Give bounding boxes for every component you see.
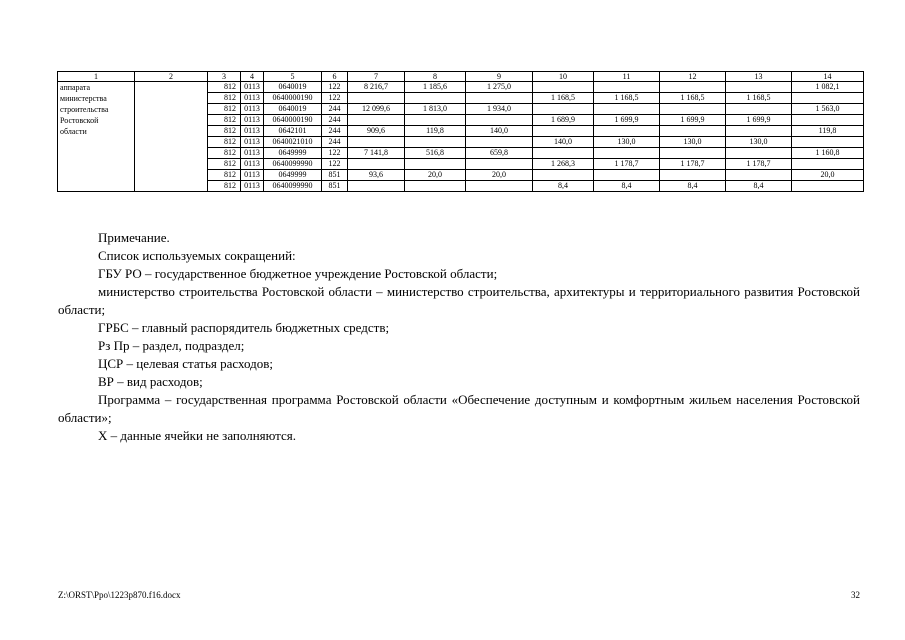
- table-cell: [533, 104, 594, 115]
- table-cell: 8,4: [660, 181, 726, 192]
- abbreviation-item: ЦСР – целевая статья расходов;: [98, 356, 273, 371]
- table-cell: 0649999: [264, 148, 322, 159]
- table-cell: 812: [208, 82, 241, 93]
- table-cell: 1 168,5: [660, 93, 726, 104]
- table-cell: [792, 93, 864, 104]
- table-cell: 812: [208, 93, 241, 104]
- table-cell: 20,0: [405, 170, 466, 181]
- table-cell: [405, 93, 466, 104]
- table-cell: [466, 93, 533, 104]
- table-cell: [533, 148, 594, 159]
- abbreviation-item: Рз Пр – раздел, подраздел;: [98, 338, 245, 353]
- table-cell: 1 563,0: [792, 104, 864, 115]
- column-header: 1: [58, 72, 135, 82]
- table-cell: 20,0: [466, 170, 533, 181]
- table-cell: 12 099,6: [348, 104, 405, 115]
- table-cell: [348, 159, 405, 170]
- table-cell: 0113: [241, 126, 264, 137]
- table-cell: 119,8: [792, 126, 864, 137]
- table-cell: [726, 104, 792, 115]
- table-cell: 0113: [241, 82, 264, 93]
- notes-title: Примечание.: [98, 230, 170, 245]
- table-cell: [726, 126, 792, 137]
- abbreviations-title: Список используемых сокращений:: [98, 248, 296, 263]
- table-cell: 244: [322, 115, 348, 126]
- table-cell: 659,8: [466, 148, 533, 159]
- table-cell: [660, 82, 726, 93]
- column-2-cell: [135, 82, 208, 192]
- table-cell: 0113: [241, 170, 264, 181]
- table-cell: 1 934,0: [466, 104, 533, 115]
- abbreviation-item: ГРБС – главный распорядитель бюджетных средств;: [98, 320, 390, 335]
- table-cell: [792, 137, 864, 148]
- table-cell: 244: [322, 104, 348, 115]
- organization-cell: [58, 82, 135, 192]
- table-cell: 0640000190: [264, 93, 322, 104]
- organization-line: строительства: [60, 105, 109, 114]
- column-header: 7: [348, 72, 405, 82]
- organization-line: Ростовской: [60, 116, 99, 125]
- table-cell: [792, 181, 864, 192]
- organization-line: министерства: [60, 94, 107, 103]
- notes-section: [58, 229, 860, 445]
- table-cell: 8,4: [594, 181, 660, 192]
- table-row: [58, 82, 864, 93]
- table-cell: [348, 115, 405, 126]
- table-cell: 516,8: [405, 148, 466, 159]
- table-cell: 1 689,9: [533, 115, 594, 126]
- column-header: 14: [792, 72, 864, 82]
- file-path: Z:\ORST\Ppo\1223p870.f16.docx: [58, 590, 181, 600]
- table-cell: 122: [322, 148, 348, 159]
- table-cell: 130,0: [594, 137, 660, 148]
- table-cell: 812: [208, 115, 241, 126]
- table-cell: [660, 148, 726, 159]
- table-cell: 122: [322, 93, 348, 104]
- table-cell: 1 185,6: [405, 82, 466, 93]
- table-cell: 244: [322, 126, 348, 137]
- column-header: 8: [405, 72, 466, 82]
- table-cell: 0640019: [264, 82, 322, 93]
- table-cell: [466, 159, 533, 170]
- column-header: 12: [660, 72, 726, 82]
- budget-table: [57, 71, 864, 192]
- table-cell: 1 178,7: [726, 159, 792, 170]
- column-header: 3: [208, 72, 241, 82]
- table-cell: 0642101: [264, 126, 322, 137]
- table-cell: [405, 137, 466, 148]
- column-header: 13: [726, 72, 792, 82]
- table-cell: [660, 104, 726, 115]
- column-header: 6: [322, 72, 348, 82]
- table-cell: [594, 148, 660, 159]
- table-cell: 1 168,5: [533, 93, 594, 104]
- table-cell: 1 178,7: [660, 159, 726, 170]
- table-cell: [726, 82, 792, 93]
- table-cell: [466, 137, 533, 148]
- table-cell: 812: [208, 137, 241, 148]
- table-cell: 0640019: [264, 104, 322, 115]
- table-cell: 851: [322, 181, 348, 192]
- table-cell: 0640099990: [264, 181, 322, 192]
- column-header: 9: [466, 72, 533, 82]
- table-cell: 0640000190: [264, 115, 322, 126]
- organization-line: области: [60, 127, 87, 136]
- table-cell: 1 082,1: [792, 82, 864, 93]
- table-cell: [405, 181, 466, 192]
- table-cell: 1 699,9: [660, 115, 726, 126]
- table-cell: 0113: [241, 159, 264, 170]
- table-cell: [594, 82, 660, 93]
- abbreviation-item: ВР – вид расходов;: [98, 374, 203, 389]
- table-cell: 812: [208, 181, 241, 192]
- table-cell: [348, 137, 405, 148]
- table-cell: 0640021010: [264, 137, 322, 148]
- table-cell: 122: [322, 159, 348, 170]
- table-cell: 140,0: [533, 137, 594, 148]
- table-cell: 1 813,0: [405, 104, 466, 115]
- table-cell: [533, 126, 594, 137]
- table-cell: [533, 82, 594, 93]
- page-number: 32: [851, 590, 860, 600]
- table-cell: [792, 115, 864, 126]
- table-cell: 0113: [241, 104, 264, 115]
- table-cell: 0113: [241, 148, 264, 159]
- table-cell: 812: [208, 170, 241, 181]
- table-cell: 119,8: [405, 126, 466, 137]
- table-cell: [594, 104, 660, 115]
- table-header-row: [58, 72, 864, 82]
- table-cell: 122: [322, 82, 348, 93]
- table-cell: 1 160,8: [792, 148, 864, 159]
- organization-line: аппарата: [60, 83, 91, 92]
- abbreviation-item: министерство строительства Ростовской области – министерство строительства, архитектуры и территориального развития Ростовской области;: [58, 284, 860, 317]
- table-cell: [594, 126, 660, 137]
- table-cell: 244: [322, 137, 348, 148]
- table-body: [58, 72, 864, 192]
- table-cell: 812: [208, 104, 241, 115]
- table-cell: [405, 115, 466, 126]
- table-cell: 1 178,7: [594, 159, 660, 170]
- table-cell: [726, 170, 792, 181]
- column-header: 4: [241, 72, 264, 82]
- table-cell: [594, 170, 660, 181]
- table-cell: 0113: [241, 181, 264, 192]
- table-cell: 0640099990: [264, 159, 322, 170]
- table-cell: [348, 181, 405, 192]
- table-cell: [533, 170, 594, 181]
- table-cell: 8 216,7: [348, 82, 405, 93]
- page-footer: [58, 590, 860, 601]
- table-cell: [348, 93, 405, 104]
- table-cell: 1 168,5: [726, 93, 792, 104]
- table-cell: 0113: [241, 93, 264, 104]
- table-cell: 1 699,9: [594, 115, 660, 126]
- table-cell: 812: [208, 148, 241, 159]
- table-cell: 851: [322, 170, 348, 181]
- table-cell: [466, 115, 533, 126]
- table-cell: 7 141,8: [348, 148, 405, 159]
- table-cell: 8,4: [533, 181, 594, 192]
- table-cell: [660, 126, 726, 137]
- table-cell: 130,0: [660, 137, 726, 148]
- table-cell: 1 699,9: [726, 115, 792, 126]
- table-cell: 1 268,3: [533, 159, 594, 170]
- table-cell: 812: [208, 126, 241, 137]
- column-header: 5: [264, 72, 322, 82]
- column-header: 11: [594, 72, 660, 82]
- table-cell: [660, 170, 726, 181]
- table-cell: 909,6: [348, 126, 405, 137]
- abbreviation-item: ГБУ РО – государственное бюджетное учреждение Ростовской области;: [98, 266, 498, 281]
- abbreviation-item: Программа – государственная программа Ростовской области «Обеспечение доступным и комфортным жильем населения Ростовской области»;: [58, 392, 860, 425]
- table-cell: 0113: [241, 115, 264, 126]
- table-cell: 93,6: [348, 170, 405, 181]
- table-cell: 130,0: [726, 137, 792, 148]
- table-cell: 812: [208, 159, 241, 170]
- table-cell: [792, 159, 864, 170]
- table-cell: 140,0: [466, 126, 533, 137]
- table-cell: 20,0: [792, 170, 864, 181]
- table-cell: [726, 148, 792, 159]
- column-header: 10: [533, 72, 594, 82]
- column-header: 2: [135, 72, 208, 82]
- table-cell: 1 168,5: [594, 93, 660, 104]
- table-cell: 0113: [241, 137, 264, 148]
- table-cell: [466, 181, 533, 192]
- table-cell: [405, 159, 466, 170]
- table-cell: 1 275,0: [466, 82, 533, 93]
- table-cell: 8,4: [726, 181, 792, 192]
- table-cell: 0649999: [264, 170, 322, 181]
- abbreviation-item: Х – данные ячейки не заполняются.: [98, 428, 297, 443]
